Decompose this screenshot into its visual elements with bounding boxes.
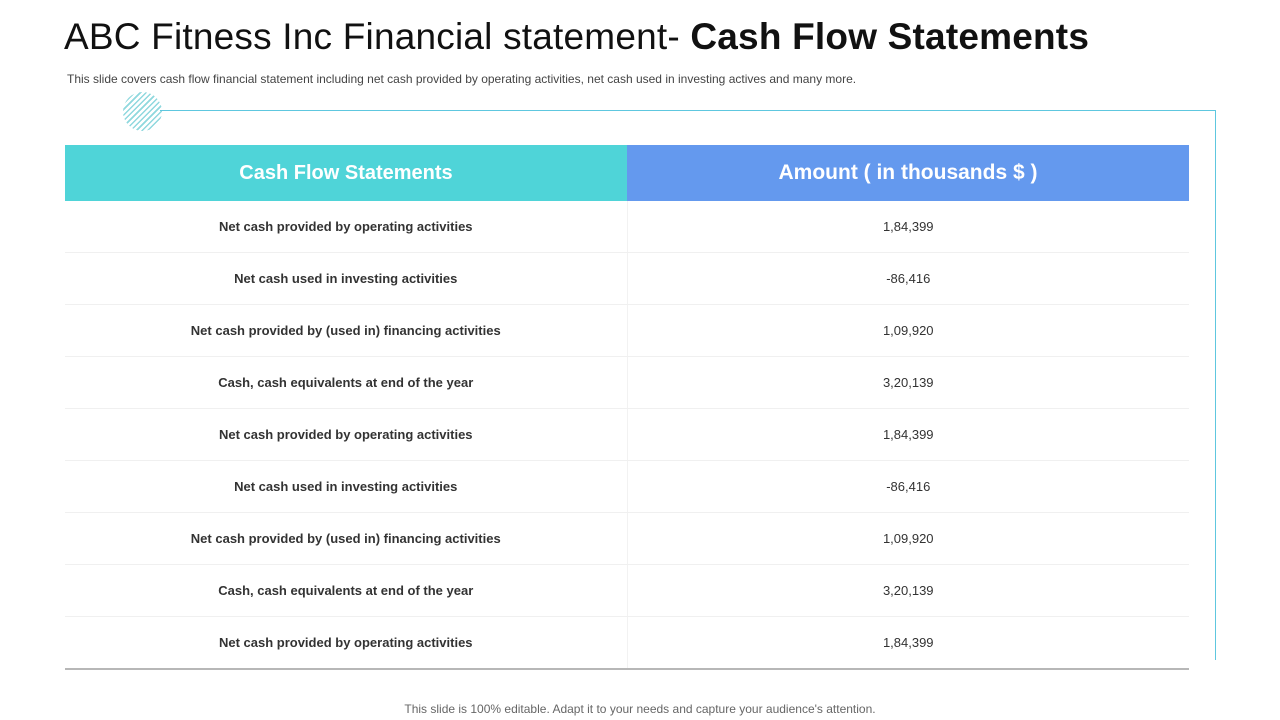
row-label: Net cash provided by operating activities	[65, 409, 628, 460]
title-bold: Cash Flow Statements	[690, 16, 1090, 57]
row-label: Net cash provided by operating activities	[65, 201, 628, 252]
row-amount: -86,416	[886, 271, 931, 286]
row-amount: 3,20,139	[882, 583, 934, 598]
page-title	[64, 16, 1089, 58]
table-row	[65, 617, 1189, 670]
title-regular: ABC Fitness Inc Financial statement-	[64, 16, 691, 57]
row-label: Cash, cash equivalents at end of the year	[65, 565, 628, 616]
table-row	[65, 461, 1189, 513]
table-row	[65, 201, 1189, 253]
row-amount: 3,20,139	[882, 375, 934, 390]
row-label: Net cash provided by (used in) financing activities	[65, 513, 628, 564]
row-amount: 1,09,920	[882, 531, 934, 546]
footer-note: This slide is 100% editable. Adapt it to your needs and capture your audience's attention.	[404, 702, 876, 716]
row-amount: -86,416	[886, 479, 931, 494]
cash-flow-table	[65, 145, 1189, 670]
decorative-hatched-circle	[123, 92, 162, 131]
row-label: Cash, cash equivalents at end of the year	[65, 357, 628, 408]
row-amount: 1,84,399	[882, 635, 934, 650]
frame-line-top	[160, 110, 1216, 111]
table-body	[65, 201, 1189, 670]
row-amount: 1,84,399	[882, 219, 934, 234]
row-label: Net cash provided by (used in) financing activities	[65, 305, 628, 356]
row-label: Net cash used in investing activities	[65, 461, 628, 512]
table-row	[65, 305, 1189, 357]
table-row	[65, 253, 1189, 305]
header-cash-flow-statements: Cash Flow Statements	[65, 145, 627, 201]
frame-line-right	[1215, 110, 1216, 660]
table-row	[65, 357, 1189, 409]
table-row	[65, 513, 1189, 565]
row-label: Net cash provided by operating activities	[65, 617, 628, 668]
table-header	[65, 145, 1189, 201]
row-label: Net cash used in investing activities	[65, 253, 628, 304]
row-amount: 1,84,399	[882, 427, 934, 442]
header-amount: Amount ( in thousands $ )	[627, 145, 1189, 201]
table-row	[65, 565, 1189, 617]
subtitle: This slide covers cash flow financial statement including net cash provided by operating activities, net cash used in investing actives and many more.	[67, 72, 857, 86]
table-row	[65, 409, 1189, 461]
row-amount: 1,09,920	[882, 323, 934, 338]
